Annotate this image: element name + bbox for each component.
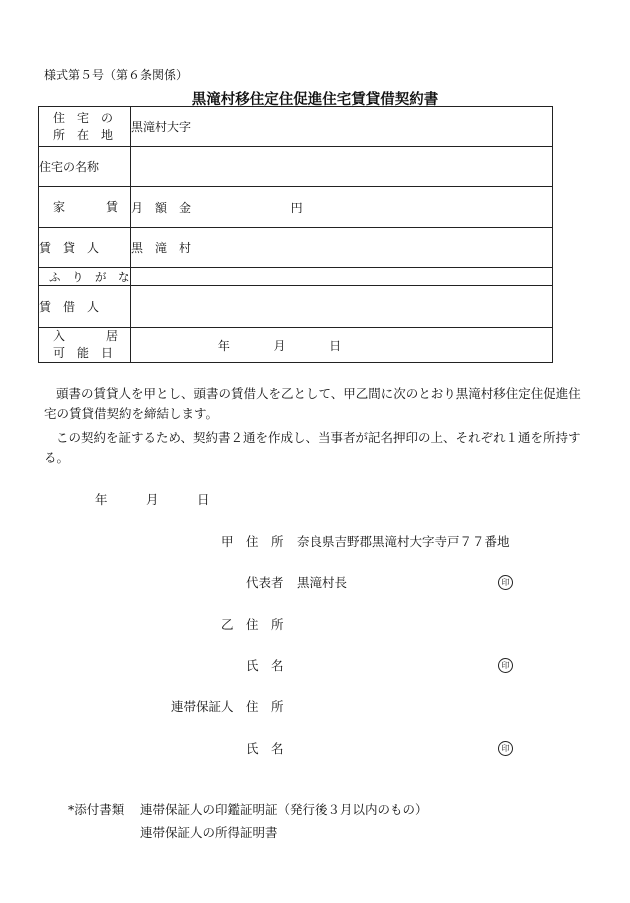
row-furigana bbox=[39, 268, 553, 286]
form-number: 様式第５号（第６条関係） bbox=[44, 68, 189, 82]
party-b-mark: 乙 bbox=[221, 617, 234, 632]
party-b-address-label: 住 所 bbox=[246, 617, 284, 632]
contract-table bbox=[38, 106, 553, 363]
furigana-label: ふ り が な bbox=[39, 268, 131, 286]
guarantor-name-label: 氏 名 bbox=[246, 741, 284, 756]
row-movein bbox=[39, 328, 553, 363]
movein-label-part2: 居 bbox=[105, 329, 118, 343]
party-a-address-label: 住 所 bbox=[246, 534, 284, 549]
movein-label-part1: 入 bbox=[53, 329, 66, 343]
paragraph-witness: この契約を証するため、契約書２通を作成し、当事者が記名押印の上、それぞれ１通を所持する。 bbox=[44, 430, 581, 465]
rent-label bbox=[39, 187, 131, 228]
party-a-mark: 甲 bbox=[221, 534, 234, 549]
guarantor-address-label: 住 所 bbox=[246, 699, 284, 714]
house-name-label: 住宅の名称 bbox=[39, 147, 131, 187]
attachments-label: *添付書類 bbox=[68, 802, 125, 817]
rent-label-part2: 賃 bbox=[105, 199, 118, 214]
date-day: 日 bbox=[197, 492, 210, 507]
movein-label bbox=[39, 328, 131, 363]
lessee-label: 賃 借 人 bbox=[39, 286, 131, 328]
paragraph-contract: 頭書の賃貸人を甲とし、頭書の賃借人を乙として、甲乙間に次のとおり黒滝村移住定住促進住宅の賃貸借契約を締結します。 bbox=[44, 386, 581, 421]
row-house-name bbox=[39, 147, 553, 187]
movein-value[interactable] bbox=[131, 328, 553, 363]
attachment-item-2: 連帯保証人の所得証明書 bbox=[140, 825, 278, 840]
movein-month: 月 bbox=[273, 338, 286, 353]
party-b-name-label: 氏 名 bbox=[246, 658, 284, 673]
lessee-value[interactable] bbox=[131, 286, 553, 328]
address-label-line2: 所 在 地 bbox=[53, 127, 114, 142]
house-name-value[interactable] bbox=[131, 147, 553, 187]
date-month: 月 bbox=[146, 492, 159, 507]
address-value[interactable]: 黒滝村大字 bbox=[131, 107, 553, 147]
movein-label-line2: 可 能 日 bbox=[53, 346, 114, 360]
movein-day: 日 bbox=[329, 338, 342, 353]
rent-label-part1: 家 bbox=[53, 199, 66, 214]
rent-yen-label: 円 bbox=[290, 200, 303, 215]
lessor-value: 黒 滝 村 bbox=[131, 228, 553, 268]
seal-mark-guarantor: 印 bbox=[498, 741, 513, 756]
representative-label: 代表者 bbox=[246, 575, 284, 590]
lessor-label: 賃 貸 人 bbox=[39, 228, 131, 268]
rent-monthly-label: 月 額 金 bbox=[131, 200, 192, 215]
seal-mark-representative: 印 bbox=[498, 575, 513, 590]
seal-mark-party-b: 印 bbox=[498, 658, 513, 673]
movein-year: 年 bbox=[217, 338, 230, 353]
guarantor-mark: 連帯保証人 bbox=[171, 699, 234, 714]
row-address bbox=[39, 107, 553, 147]
row-rent bbox=[39, 187, 553, 228]
document-title: 黒滝村移住定住促進住宅賃貸借契約書 bbox=[191, 91, 439, 108]
date-year: 年 bbox=[95, 492, 108, 507]
party-a-address: 奈良県吉野郡黒滝村大字寺戸７７番地 bbox=[297, 534, 510, 549]
address-label bbox=[39, 107, 131, 147]
row-lessor bbox=[39, 228, 553, 268]
furigana-value[interactable] bbox=[131, 268, 553, 286]
attachment-item-1: 連帯保証人の印鑑証明証（発行後３月以内のもの） bbox=[140, 802, 428, 817]
row-lessee bbox=[39, 286, 553, 328]
address-label-line1: 住 宅 の bbox=[53, 110, 114, 125]
representative-name: 黒滝村長 bbox=[297, 575, 348, 590]
rent-value[interactable] bbox=[131, 187, 553, 228]
